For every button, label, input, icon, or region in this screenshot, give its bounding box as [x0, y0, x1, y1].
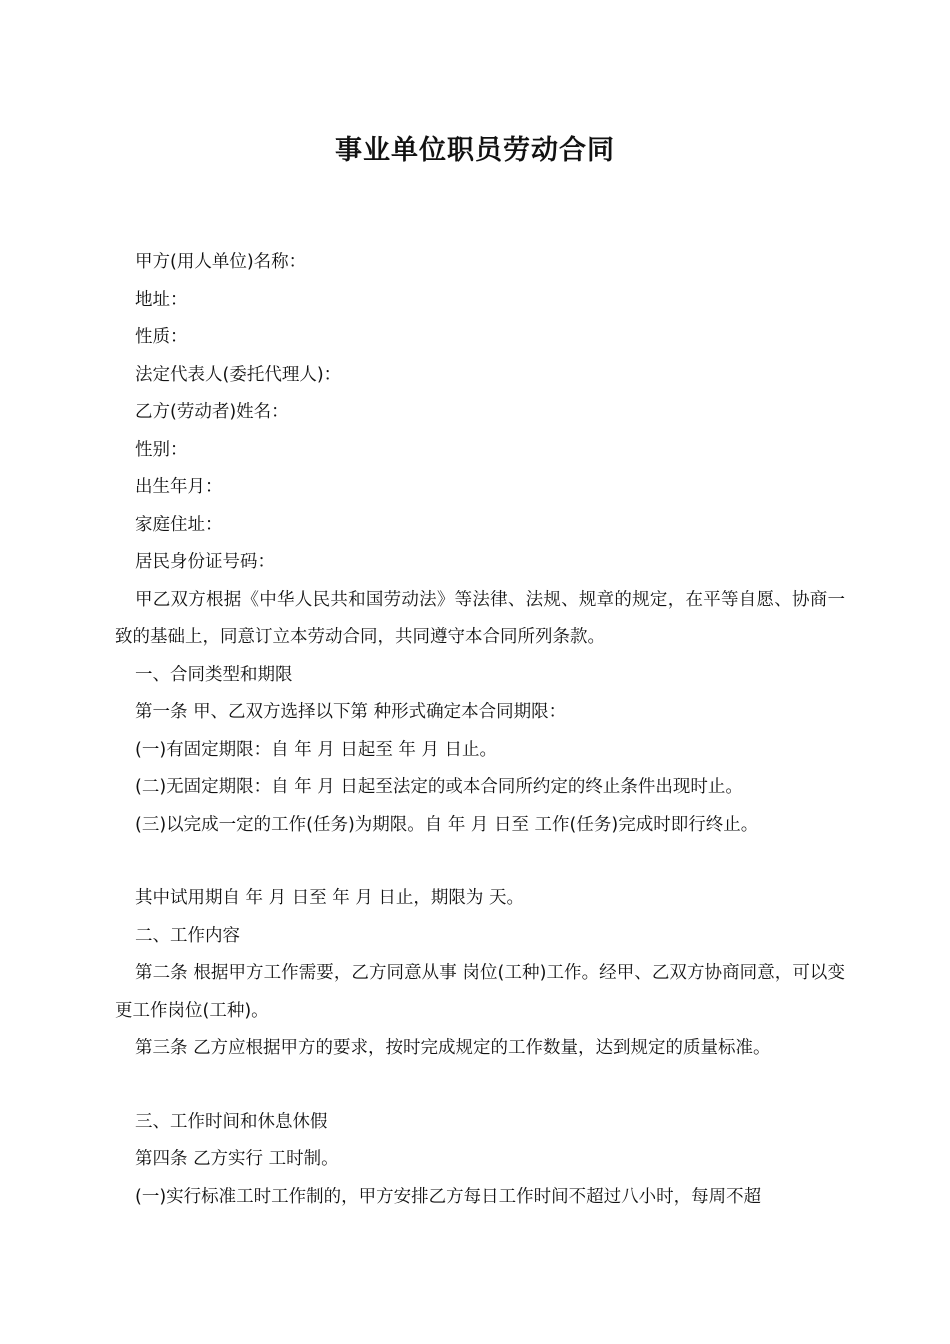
field-birth-date: 出生年月：: [135, 477, 223, 497]
article-1-item-3: (三)以完成一定的工作(任务)为期限。自 年 月 日至 工作(任务)完成时即行终止。: [135, 814, 759, 835]
article-1-item-1: (一)有固定期限：自 年 月 日起至 年 月 日止。: [135, 739, 498, 760]
field-party-b-name: 乙方(劳动者)姓名：: [135, 402, 289, 422]
article-1-item-2: (二)无固定期限：自 年 月 日起至法定的或本合同所约定的终止条件出现时止。: [135, 777, 743, 797]
field-id-number: 居民身份证号码：: [135, 552, 275, 572]
section-heading-work-hours: 三、工作时间和休息休假: [135, 1111, 328, 1132]
paragraph-gap: [115, 844, 845, 880]
field-home-address: 家庭住址：: [135, 514, 223, 535]
field-nature: 性质：: [135, 327, 188, 347]
field-gender: 性别：: [135, 439, 188, 460]
probation-period: 其中试用期自 年 月 日至 年 月 日止，期限为 天。: [135, 888, 524, 908]
field-legal-representative: 法定代表人(委托代理人)：: [135, 364, 342, 385]
paragraph-gap: [115, 1068, 845, 1104]
field-address: 地址：: [135, 289, 188, 310]
article-4: 第四条 乙方实行 工时制。: [135, 1149, 339, 1169]
article-3: 第三条 乙方应根据甲方的要求，按时完成规定的工作数量，达到规定的质量标准。: [135, 1038, 771, 1058]
article-1: 第一条 甲、乙双方选择以下第 种形式确定本合同期限：: [135, 702, 567, 722]
article-2: 第二条 根据甲方工作需要，乙方同意从事 岗位(工种)工作。经甲、乙双方协商同意，可以变更工作岗位(工种)。: [115, 963, 845, 1021]
section-heading-contract-type: 一、合同类型和期限: [135, 664, 293, 685]
field-party-a-name: 甲方(用人单位)名称：: [135, 252, 307, 272]
intro-paragraph: 甲乙双方根据《中华人民共和国劳动法》等法律、法规、规章的规定，在平等自愿、协商一致的基础上，同意订立本劳动合同，共同遵守本合同所列条款。: [115, 589, 845, 647]
section-heading-work-content: 二、工作内容: [135, 925, 240, 946]
document-body: [115, 244, 845, 1216]
document-title: 事业单位职员劳动合同: [335, 135, 615, 166]
article-4-item-1: (一)实行标准工时工作制的，甲方安排乙方每日工作时间不超过八小时，每周不超: [135, 1186, 762, 1207]
